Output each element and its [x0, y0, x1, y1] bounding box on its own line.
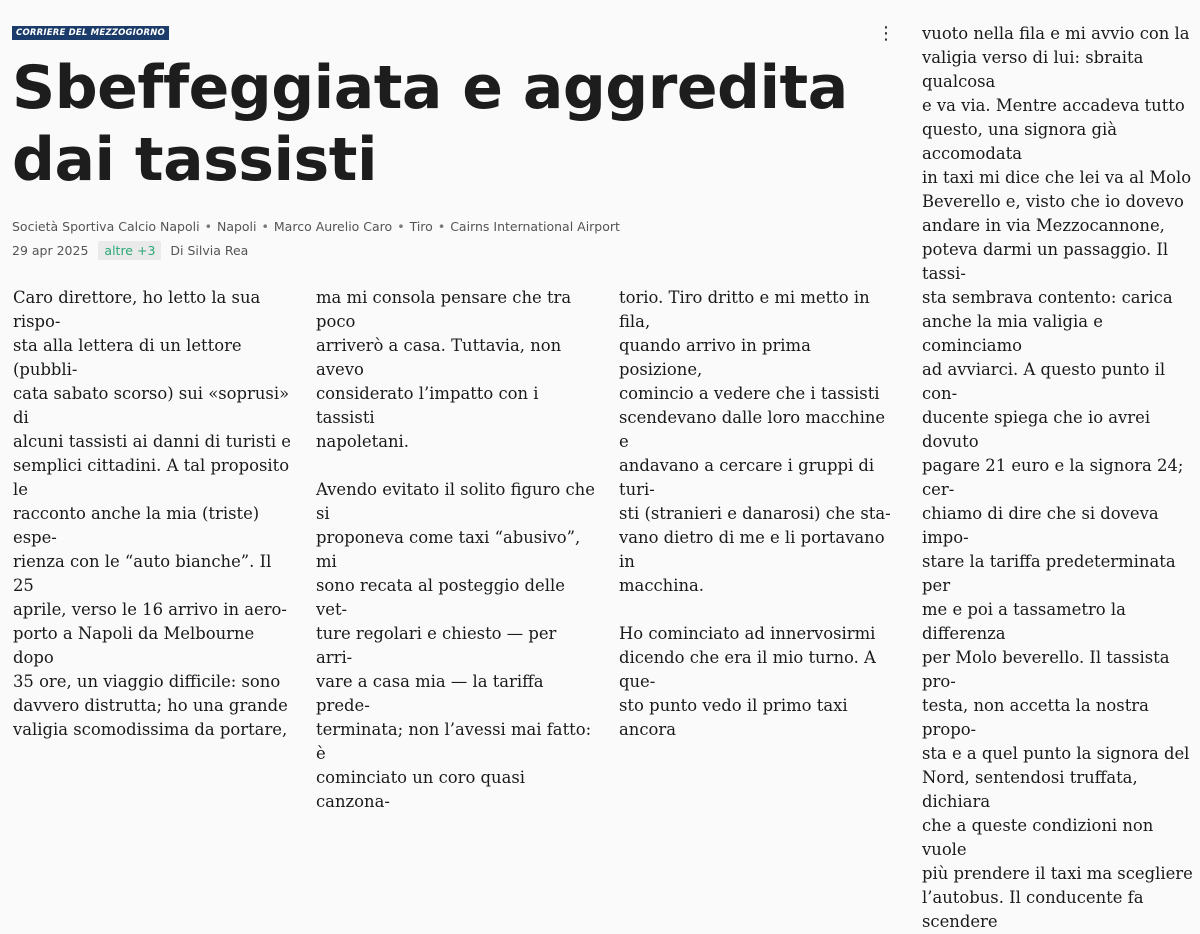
tag-separator: •	[261, 219, 269, 234]
publication-logo[interactable]: CORRIERE DEL MEZZOGIORNO	[12, 26, 169, 40]
tag-item[interactable]: Napoli	[216, 219, 257, 234]
tag-item[interactable]: Tiro	[409, 219, 433, 234]
more-tags-button[interactable]: altre +3	[98, 241, 161, 260]
more-options-icon[interactable]: ⋮	[877, 23, 895, 44]
article-column-4: vuoto nella fila e mi avvio con la valigia verso di lui: sbraita qualcosa e va via. Mentre accadeva tutto questo, una signora già accomodata in taxi mi dice che lei va al Molo Beverello e, visto che io dovevo andare in via Mezzocannone, poteva darmi un passaggio. Il tassi- sta sembrava contento: carica anche la mia valigia e cominciamo ad avviarci. A questo punto il con- ducente spiega che io avrei dovuto pagare 21 euro e la signora 24; cer- chiamo di dire che si doveva impo- stare la tariffa predeterminata per me e poi a tassametro la differenza per Molo beverello. Il tassista pro- testa, non accetta la nostra propo- sta e a quel punto la signora del Nord, sentendosi truffata, dichiara che a queste condizioni non vuole più prendere il taxi ma scegliere l’autobus. Il conducente fa scendere	[922, 24, 1193, 931]
article-column-3: torio. Tiro dritto e mi metto in fila, quando arrivo in prima posizione, comincio a vedere che i tassisti scendevano dalle loro macchine e andavano a cercare i gruppi di turi- sti (stranieri e danarosi) che sta- vano dietro di me e li portavano in macchina. Ho cominciato ad innervosirmi dicendo che era il mio turno. A que- sto punto vedo il primo taxi ancora	[619, 288, 891, 739]
author-byline: Di Silvia Rea	[170, 242, 249, 258]
tag-item[interactable]: Società Sportiva Calcio Napoli	[12, 219, 200, 234]
tag-item[interactable]: Cairns International Airport	[450, 219, 620, 234]
tag-separator: •	[437, 219, 446, 234]
publish-date: 29 apr 2025	[12, 242, 89, 258]
tag-separator: •	[397, 219, 405, 234]
article-column-1: Caro direttore, ho letto la sua rispo- sta alla lettera di un lettore (pubbli- cata sabato scorso) sui «soprusi» di alcuni tassisti ai danni di turisti e semplici cittadini. A tal proposito le racconto anche la mia (triste) espe- rienza con le “auto bianche”. Il 25 aprile, verso le 16 arrivo in aero- porto a Napoli da Melbourne dopo 35 ore, un viaggio difficile: sono davvero distrutta; ho una grande valigia scomodissima da portare,	[13, 288, 292, 739]
article-title: Sbeffeggiata e aggredita dai tassisti	[12, 53, 848, 195]
tag-list	[12, 219, 620, 234]
article-column-2: ma mi consola pensare che tra poco arriverò a casa. Tuttavia, non avevo considerato l’impatto con i tassisti napoletani. Avendo evitato il solito figuro che si proponeva come taxi “abusivo”, mi sono recata al posteggio delle vet- ture regolari e chiesto — per arri- vare a casa mia — la tariffa prede- terminata; non l’avessi mai fatto: è cominciato un coro quasi canzona-	[316, 288, 595, 811]
tag-separator: •	[204, 219, 212, 234]
article-meta	[12, 239, 248, 261]
tag-item[interactable]: Marco Aurelio Caro	[273, 219, 393, 234]
